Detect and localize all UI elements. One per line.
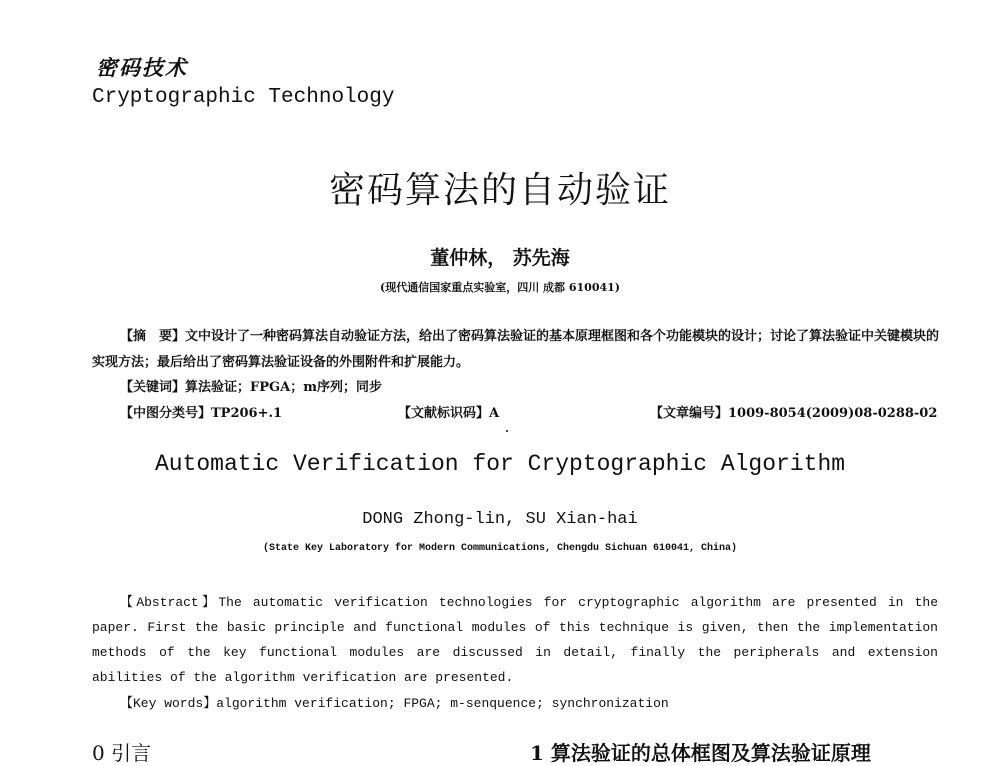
clc-number: 【中图分类号】TP206+.1	[120, 406, 283, 421]
stray-dot	[506, 430, 508, 432]
affiliation-en: (State Key Laboratory for Modern Communications, Chengdu Sichuan 610041, China)	[262, 543, 738, 554]
abstract-en: 【Abstract】The automatic verification technologies for cryptographic algorithm are presented in the paper. First the basic principle and functional modules of this technique is given, then the implementation methods of the key functional modules are discussed in detail, finally the peripherals and extension abilities of the algorithm verification are presented.	[92, 595, 939, 685]
heading-section-1: 1 算法验证的总体框图及算法验证原理	[530, 741, 871, 765]
article-id: 【文章编号】1009-8054(2009)08-0288-02	[650, 406, 938, 421]
keywords-en: 【Key words】algorithm verification; FPGA; m-senquence; synchronization	[120, 696, 669, 711]
heading-introduction: 0 引言	[92, 741, 152, 765]
authors-cn: 董仲林， 苏先海	[430, 247, 570, 269]
paper-title-en: Automatic Verification for Cryptographic Algorithm	[154, 451, 846, 477]
document-code: 【文献标识码】A	[398, 406, 500, 421]
journal-section-cn: 密码技术	[96, 55, 188, 80]
journal-section-en: Cryptographic Technology	[92, 86, 395, 109]
abstract-cn: 【摘 要】文中设计了一种密码算法自动验证方法，给出了密码算法验证的基本原理框图和各个功能模块的设计；讨论了算法验证中关键模块的实现方法；最后给出了密码算法验证设备的外围附件和扩展能力。	[92, 329, 940, 370]
paper-title-cn: 密码算法的自动验证	[328, 170, 671, 211]
keywords-cn: 【关键词】算法验证；FPGA；m序列；同步	[120, 380, 382, 395]
authors-en: DONG Zhong-lin, SU Xian-hai	[362, 510, 638, 529]
affiliation-cn: (现代通信国家重点实验室，四川 成都 610041)	[380, 281, 620, 294]
classification-line	[120, 402, 940, 422]
